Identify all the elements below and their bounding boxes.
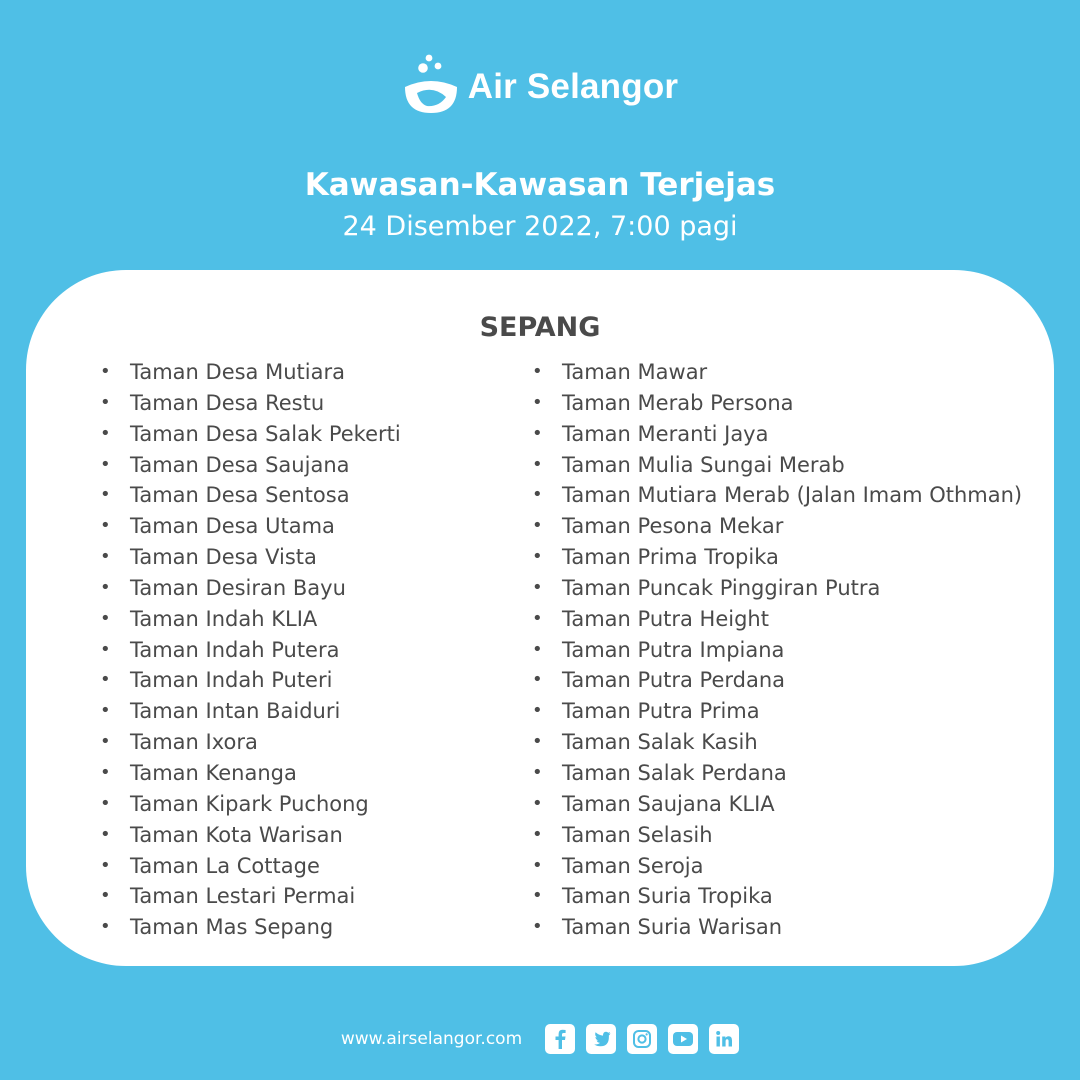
area-name: Taman Desa Salak Pekerti <box>130 421 401 446</box>
area-name: Taman Suria Warisan <box>562 915 783 940</box>
bullet-icon: • <box>100 700 111 722</box>
area-name: Taman Desa Mutiara <box>130 360 345 384</box>
affected-areas-card <box>26 270 1054 966</box>
list-item <box>100 635 401 666</box>
list-item <box>100 480 401 511</box>
area-name: Taman Salak Kasih <box>562 730 758 755</box>
bullet-icon: • <box>532 607 543 629</box>
brand-name: Air Selangor <box>467 67 679 106</box>
bullet-icon: • <box>100 607 111 629</box>
bullet-icon: • <box>100 391 111 413</box>
area-name: Taman Putra Height <box>562 606 769 631</box>
list-item <box>100 357 401 388</box>
bullet-icon: • <box>532 484 543 506</box>
area-name: Taman Selasih <box>562 822 713 847</box>
bullet-icon: • <box>100 792 111 814</box>
area-name: Taman Prima Tropika <box>562 545 779 570</box>
linkedin-icon[interactable] <box>709 1024 739 1054</box>
area-name: Taman Mas Sepang <box>130 915 334 940</box>
list-item <box>100 511 401 542</box>
bullet-icon: • <box>532 854 543 876</box>
region-heading: SEPANG <box>479 312 601 343</box>
bullet-icon: • <box>532 422 543 444</box>
area-name: Taman Indah Putera <box>130 637 340 662</box>
list-item <box>100 696 401 727</box>
area-name: Taman Salak Perdana <box>562 760 787 785</box>
area-name: Taman Mutiara Merab (Jalan Imam Othman) <box>562 483 1023 508</box>
area-name: Taman Kenanga <box>130 760 297 785</box>
area-name: Taman Mawar <box>562 360 708 384</box>
bullet-icon: • <box>532 700 543 722</box>
bullet-icon: • <box>100 361 111 382</box>
area-name: Taman Putra Prima <box>562 699 760 724</box>
list-item <box>532 881 1022 912</box>
bullet-icon: • <box>100 731 111 753</box>
area-name: Taman Putra Perdana <box>562 668 786 693</box>
area-name: Taman Merab Persona <box>562 390 794 415</box>
area-name: Taman Desa Vista <box>130 545 317 570</box>
list-item <box>532 388 1022 419</box>
footer <box>0 1020 1080 1058</box>
bullet-icon: • <box>100 916 111 938</box>
list-item <box>532 727 1022 758</box>
bullet-icon: • <box>532 638 543 660</box>
list-item <box>100 665 401 696</box>
bullet-icon: • <box>100 638 111 660</box>
bullet-icon: • <box>100 669 111 691</box>
area-name: Taman Desa Restu <box>130 390 325 415</box>
area-name: Taman Mulia Sungai Merab <box>562 452 845 477</box>
bullet-icon: • <box>100 576 111 598</box>
list-item <box>532 851 1022 882</box>
list-item <box>100 912 401 943</box>
bullet-icon: • <box>532 823 543 845</box>
bullet-icon: • <box>100 885 111 907</box>
bullet-icon: • <box>532 361 543 382</box>
list-item <box>100 820 401 851</box>
area-name: Taman Desa Utama <box>130 514 335 539</box>
area-name: Taman Puncak Pinggiran Putra <box>562 575 881 600</box>
area-name: Taman Indah Puteri <box>130 668 333 693</box>
area-name: Taman Pesona Mekar <box>562 514 784 539</box>
page-subtitle: 24 Disember 2022, 7:00 pagi <box>342 211 738 242</box>
list-item <box>100 419 401 450</box>
bullet-icon: • <box>532 546 543 568</box>
bullet-icon: • <box>532 885 543 907</box>
bullet-icon: • <box>100 515 111 537</box>
bullet-icon: • <box>532 731 543 753</box>
list-item <box>532 696 1022 727</box>
list-item <box>532 573 1022 604</box>
list-item <box>532 635 1022 666</box>
bullet-icon: • <box>100 453 111 475</box>
list-item <box>532 511 1022 542</box>
area-name: Taman Desa Saujana <box>130 452 350 477</box>
bullet-icon: • <box>100 546 111 568</box>
list-item <box>532 357 1022 388</box>
list-item <box>532 419 1022 450</box>
bullet-icon: • <box>532 761 543 783</box>
area-name: Taman Kota Warisan <box>130 822 343 847</box>
list-item <box>100 789 401 820</box>
twitter-icon[interactable] <box>586 1024 616 1054</box>
list-item <box>100 573 401 604</box>
area-name: Taman Indah KLIA <box>130 606 318 631</box>
bullet-icon: • <box>532 515 543 537</box>
area-name: Taman Desiran Bayu <box>130 575 346 600</box>
area-name: Taman Saujana KLIA <box>562 791 775 816</box>
list-item <box>100 604 401 635</box>
list-item <box>532 758 1022 789</box>
facebook-icon[interactable] <box>545 1024 575 1054</box>
area-name: Taman Ixora <box>130 730 258 755</box>
bullet-icon: • <box>100 422 111 444</box>
bullet-icon: • <box>532 453 543 475</box>
list-item <box>100 851 401 882</box>
area-name: Taman Lestari Permai <box>130 884 356 909</box>
list-item <box>100 758 401 789</box>
instagram-icon[interactable] <box>627 1024 657 1054</box>
water-drop-logo-icon <box>402 53 460 115</box>
list-item <box>532 542 1022 573</box>
bullet-icon: • <box>100 854 111 876</box>
page-title: Kawasan-Kawasan Terjejas <box>304 167 776 203</box>
area-name: Taman Suria Tropika <box>562 884 773 909</box>
list-item <box>532 450 1022 481</box>
list-item <box>100 881 401 912</box>
area-list-right <box>532 357 1022 943</box>
brand-logo <box>0 50 1080 118</box>
area-list-left <box>100 357 401 943</box>
bullet-icon: • <box>100 761 111 783</box>
area-name: Taman Seroja <box>562 853 704 878</box>
list-item <box>100 450 401 481</box>
list-item <box>100 388 401 419</box>
area-name: Taman Putra Impiana <box>562 637 785 662</box>
list-item <box>100 727 401 758</box>
bullet-icon: • <box>532 916 543 938</box>
list-item <box>532 789 1022 820</box>
youtube-icon[interactable] <box>668 1024 698 1054</box>
area-name: Taman Intan Baiduri <box>130 699 341 724</box>
bullet-icon: • <box>532 576 543 598</box>
bullet-icon: • <box>100 484 111 506</box>
list-item <box>532 480 1022 511</box>
list-item <box>532 604 1022 635</box>
list-item <box>532 665 1022 696</box>
area-name: Taman Desa Sentosa <box>130 483 350 508</box>
bullet-icon: • <box>100 823 111 845</box>
area-name: Taman La Cottage <box>130 853 320 878</box>
list-item <box>532 820 1022 851</box>
bullet-icon: • <box>532 792 543 814</box>
website-link[interactable]: www.airselangor.com <box>340 1029 523 1049</box>
list-item <box>100 542 401 573</box>
bullet-icon: • <box>532 669 543 691</box>
list-item <box>532 912 1022 943</box>
area-name: Taman Meranti Jaya <box>562 421 769 446</box>
bullet-icon: • <box>532 391 543 413</box>
area-name: Taman Kipark Puchong <box>130 791 369 816</box>
